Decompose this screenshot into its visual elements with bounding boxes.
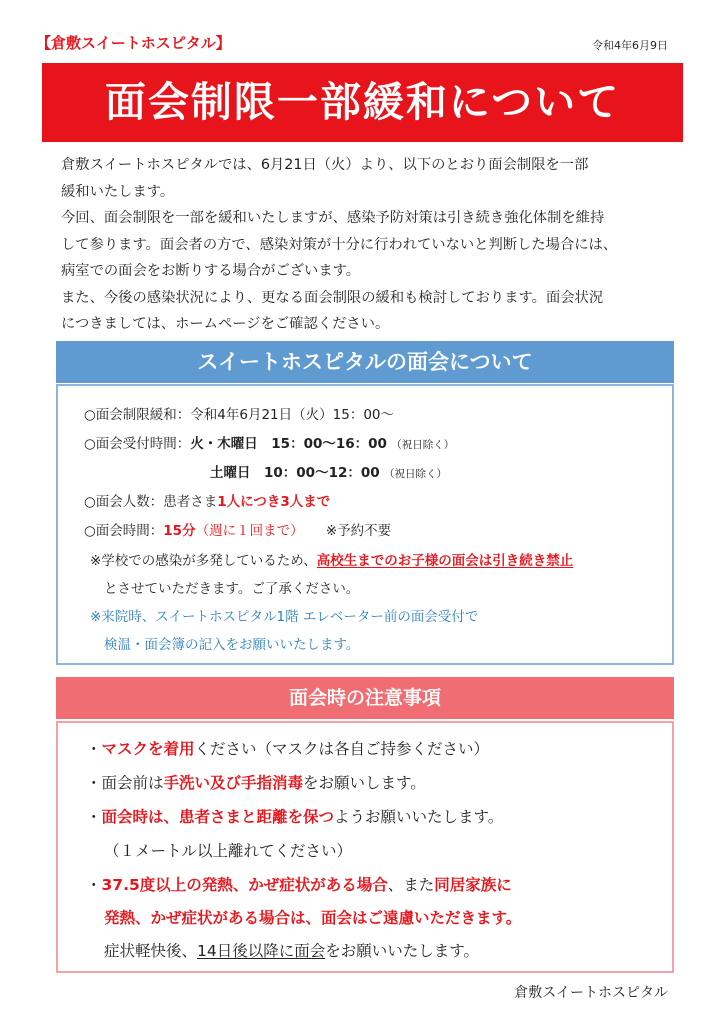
hospital-tag: 【倉敷スイートホスピタル】 <box>36 34 231 52</box>
hands-emphasis: 手洗い及び手指消毒 <box>163 774 304 792</box>
school-emphasis: 高校生までのお子様の面会は引き続き禁止 <box>316 553 574 569</box>
mask-row <box>86 737 489 759</box>
intro-line: 倉敷スイートホスピタルでは、6月21日（火）より、以下のとおり面会制限を一部 <box>61 157 589 173</box>
distance-row <box>86 805 503 827</box>
school-prefix: ※学校での感染が多発しているため、 <box>90 553 317 569</box>
duration-label: ○面会時間： <box>84 523 164 539</box>
intro-text <box>61 152 681 338</box>
hours-weekday-note: （祝日除く） <box>391 439 455 451</box>
mask-emphasis: マスクを着用 <box>101 740 195 758</box>
hours-saturday-note: （祝日除く） <box>383 468 447 480</box>
hands-rest: をお願いします。 <box>303 774 426 792</box>
fever-emphasis-1: 37.5度以上の発熱、かぜ症状がある場合 <box>101 876 388 894</box>
duration-row <box>84 519 391 539</box>
recovery-rest: をお願いいたします。 <box>325 942 480 960</box>
fever-bullet: ・ <box>86 876 102 894</box>
count-row <box>84 490 330 510</box>
hands-row <box>86 771 426 793</box>
mask-bullet: ・ <box>86 740 102 758</box>
fever-line-2: 発熱、かぜ症状がある場合は、面会はご遠慮いただきます。 <box>104 909 522 927</box>
distance-rest: ようお願いいたします。 <box>334 808 504 826</box>
count-value: 1人につき3人まで <box>217 494 331 510</box>
relax-label: ○面会制限緩和： <box>84 407 191 423</box>
school-row <box>90 549 573 569</box>
duration-note: （週に１回まで） <box>195 523 304 539</box>
mask-rest: ください（マスクは各自ご持参ください） <box>194 740 490 758</box>
intro-line: また、今後の感染状況により、更なる面会制限の緩和も検討しております。面会状況 <box>61 289 604 306</box>
recovery-row <box>104 939 479 961</box>
intro-line: 緩和いたします。 <box>61 183 175 200</box>
arrival-line-1: ※来院時、スイートホスピタル1階 エレベーター前の面会受付で <box>90 609 479 625</box>
intro-line: につきましては、ホームページをご確認ください。 <box>61 316 390 332</box>
distance-note: （１メートル以上離れてください） <box>104 842 353 860</box>
distance-bullet: ・ <box>86 808 102 826</box>
hours-saturday: 土曜日 10：00～12：00 <box>210 465 380 481</box>
intro-line: 今回、面会制限を一部を緩和いたしますが、感染予防対策は引き続き強化体制を維持 <box>61 210 605 226</box>
duration-value: 15分 <box>163 523 196 539</box>
recovery-underlined: 14日後以降に面会 <box>197 942 326 960</box>
recovery-prefix: 症状軽快後、 <box>104 942 198 960</box>
distance-emphasis: 面会時は、患者さまと距離を保つ <box>101 808 335 826</box>
intro-line: して参ります。面会者の方で、感染対策が十分に行われていないと判断した場合には、 <box>61 236 618 253</box>
page-title: 面会制限一部緩和について <box>42 63 683 142</box>
hours-label: ○面会受付時間： <box>84 436 191 452</box>
relax-row <box>84 403 394 423</box>
hours-weekday: 火・木曜日 15：00～16：00 <box>190 436 387 452</box>
hours-row <box>84 432 454 452</box>
fever-row <box>86 873 512 895</box>
footer-org: 倉敷スイートホスピタル <box>514 985 668 1001</box>
precautions-heading: 面会時の注意事項 <box>56 677 674 719</box>
visit-info-heading: スイートホスピタルの面会について <box>56 341 674 383</box>
relax-value: 令和4年6月21日（火）15：00～ <box>190 407 394 423</box>
school-suffix: とさせていただきます。ご了承ください。 <box>104 581 360 597</box>
arrival-line-2: 検温・面会簿の記入をお願いいたします。 <box>104 637 360 653</box>
hours-saturday-row <box>210 461 447 481</box>
fever-emphasis-2: 同居家族に <box>434 876 512 894</box>
intro-line: 病室での面会をお断りする場合がございます。 <box>61 263 361 279</box>
fever-mid: 、また <box>387 876 435 894</box>
count-label: ○面会人数：患者さま <box>84 494 218 510</box>
hands-prefix: ・面会前は <box>86 774 164 792</box>
notice-date: 令和4年6月9日 <box>592 39 668 52</box>
reservation-note: ※予約不要 <box>325 523 392 539</box>
